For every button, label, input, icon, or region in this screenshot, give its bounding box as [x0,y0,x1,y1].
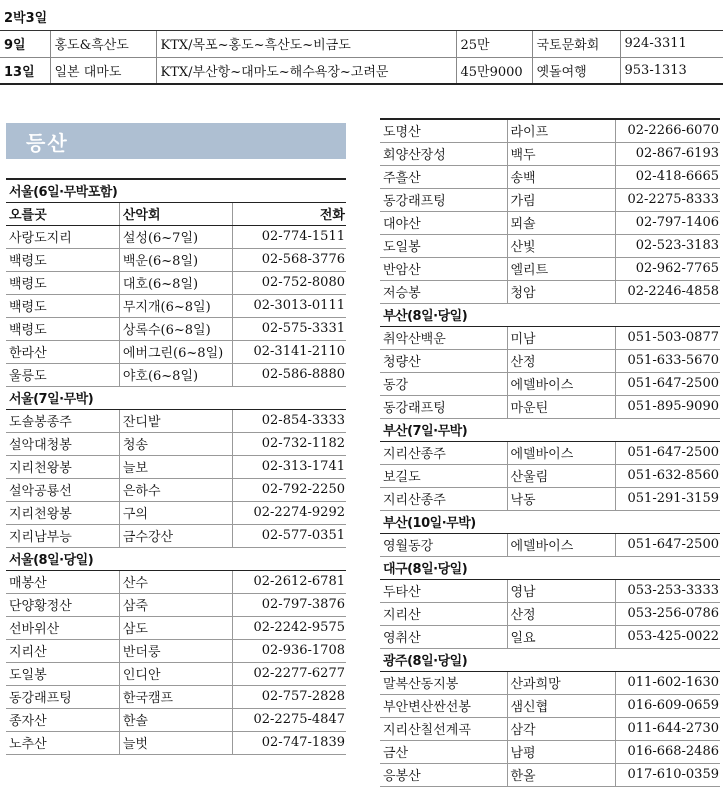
phone-number: 02-797-1406 [615,211,720,234]
region-label: 부산(10일·무박) [380,510,720,533]
club-name: 영남 [507,579,615,602]
table-row [380,441,720,464]
mountain-name: 대야산 [380,211,507,234]
table-row [6,271,346,294]
club-name: 일요 [507,625,615,648]
phone-number: 017-610-0359 [615,763,720,786]
club-name: 청송 [119,432,232,455]
club-name: 산과희망 [507,671,615,694]
club-name: 산빛 [507,234,615,257]
table-row [6,225,346,248]
mountain-name: 도솔봉종주 [6,409,119,432]
region-header-row [380,648,720,671]
table-row [6,662,346,685]
mountain-name: 동강래프팅 [380,395,507,418]
phone-number: 02-575-3331 [233,317,346,340]
phone-number: 051-647-2500 [615,372,720,395]
phone-number: 02-523-3183 [615,234,720,257]
club-name: 대호(6~8일) [119,271,232,294]
club-name: 샘신협 [507,694,615,717]
table-row [6,639,346,662]
phone-number: 02-757-2828 [233,685,346,708]
table-row [380,740,720,763]
trip-place: 홍도&흑산도 [50,30,156,57]
phone-number: 053-425-0022 [615,625,720,648]
region-label: 서울(8일·당일) [6,547,346,570]
club-name: 남평 [507,740,615,763]
table-row [380,487,720,510]
phone-number: 02-2242-9575 [233,616,346,639]
region-header-row [380,556,720,579]
table-row [380,165,720,188]
mountain-name: 영월동강 [380,533,507,556]
club-name: 에버그린(6~8일) [119,340,232,363]
mountain-name: 종자산 [6,708,119,731]
table-row [6,478,346,501]
phone-number: 02-2274-9292 [233,501,346,524]
club-name: 미남 [507,326,615,349]
mountain-name: 동강래프팅 [380,188,507,211]
club-name: 송백 [507,165,615,188]
mountain-name: 설악대청봉 [6,432,119,455]
club-name: 백두 [507,142,615,165]
club-name: 구의 [119,501,232,524]
mountain-name: 회양산장성 [380,142,507,165]
club-name: 상록수(6~8일) [119,317,232,340]
mountain-name: 지리산종주 [380,441,507,464]
mountain-name: 설악공룡선 [6,478,119,501]
table-row [380,372,720,395]
mountain-name: 단양황정산 [6,593,119,616]
club-name: 백운(6~8일) [119,248,232,271]
phone-number: 051-291-3159 [615,487,720,510]
table-row [380,602,720,625]
table-row [380,694,720,717]
travel-group-label: 2박3일 [0,4,723,30]
phone-number: 02-2275-4847 [233,708,346,731]
club-name: 삼도 [119,616,232,639]
mountain-name: 말복산동지봉 [380,671,507,694]
club-name: 늘벗 [119,731,232,754]
table-row [6,340,346,363]
phone-number: 011-644-2730 [615,717,720,740]
phone-number: 02-2246-4858 [615,280,720,303]
mountain-name: 도일봉 [380,234,507,257]
phone-number: 051-647-2500 [615,441,720,464]
mountain-name: 두타산 [380,579,507,602]
table-row [380,234,720,257]
phone-number: 051-895-9090 [615,395,720,418]
mountain-name: 지리산종주 [380,487,507,510]
travel-row [0,30,723,57]
table-row [6,409,346,432]
club-name: 엘리트 [507,257,615,280]
region-header-row [6,179,346,202]
club-name: 한국캠프 [119,685,232,708]
trip-day: 9일 [0,30,50,57]
mountain-name: 청량산 [380,349,507,372]
region-header-row [6,386,346,409]
mountain-name: 응봉산 [380,763,507,786]
region-label: 부산(8일·당일) [380,303,720,326]
phone-number: 02-752-8080 [233,271,346,294]
header-phone: 전화 [233,202,346,225]
phone-number: 02-3141-2110 [233,340,346,363]
table-row [380,349,720,372]
club-name: 낙동 [507,487,615,510]
club-name: 청암 [507,280,615,303]
phone-number: 051-633-5670 [615,349,720,372]
mountain-name: 금산 [380,740,507,763]
table-row [6,524,346,547]
region-label: 대구(8일·당일) [380,556,720,579]
region-header-row [6,547,346,570]
club-name: 한올 [507,763,615,786]
mountain-name: 도일봉 [6,662,119,685]
phone-number: 02-2612-6781 [233,570,346,593]
phone-number: 016-609-0659 [615,694,720,717]
mountain-name: 취악산백운 [380,326,507,349]
table-row [6,593,346,616]
club-name: 잔디밭 [119,409,232,432]
table-row [380,464,720,487]
club-name: 에델바이스 [507,372,615,395]
table-row [6,501,346,524]
phone-number: 053-253-3333 [615,579,720,602]
phone-number: 011-602-1630 [615,671,720,694]
mountain-name: 도명산 [380,119,507,142]
table-row [6,363,346,386]
mountain-name: 동강래프팅 [6,685,119,708]
travel-table [0,4,723,85]
mountain-name: 지리남부능 [6,524,119,547]
region-label: 광주(8일·당일) [380,648,720,671]
club-name: 금수강산 [119,524,232,547]
region-header-row [380,510,720,533]
table-row [6,248,346,271]
mountain-name: 선바위산 [6,616,119,639]
column-header-row [6,202,346,225]
travel-group-row [0,4,723,30]
trip-phone: 924-3311 [620,30,723,57]
club-name: 마운틴 [507,395,615,418]
region-header-row [380,418,720,441]
table-row [380,717,720,740]
phone-number: 02-418-6665 [615,165,720,188]
mountain-name: 주흘산 [380,165,507,188]
club-name: 가림 [507,188,615,211]
club-name: 은하수 [119,478,232,501]
mountain-name: 울릉도 [6,363,119,386]
mountain-name: 반암산 [380,257,507,280]
trip-agency: 옛돌여행 [532,57,620,84]
club-name: 산울림 [507,464,615,487]
section-banner [6,123,346,159]
table-row [380,211,720,234]
trip-route: KTX/목포~홍도~흑산도~비금도 [156,30,456,57]
section-title: 등산 [26,131,69,155]
table-row [380,326,720,349]
phone-number: 051-632-8560 [615,464,720,487]
mountain-name: 저승봉 [380,280,507,303]
hiking-column-right [380,118,720,787]
phone-number: 051-647-2500 [615,533,720,556]
phone-number: 02-797-3876 [233,593,346,616]
phone-number: 02-792-2250 [233,478,346,501]
phone-number: 051-503-0877 [615,326,720,349]
club-name: 늘보 [119,455,232,478]
club-name: 설성(6~7일) [119,225,232,248]
hiking-table-right [380,118,720,787]
table-row [380,579,720,602]
region-label: 부산(7일·무박) [380,418,720,441]
region-label: 서울(6일·무박포함) [6,179,346,202]
region-header-row [380,303,720,326]
mountain-name: 백령도 [6,317,119,340]
phone-number: 02-774-1511 [233,225,346,248]
mountain-name: 매봉산 [6,570,119,593]
mountain-name: 동강 [380,372,507,395]
table-row [380,188,720,211]
header-club: 산악회 [119,202,232,225]
club-name: 산정 [507,349,615,372]
mountain-name: 백령도 [6,294,119,317]
mountain-name: 한라산 [6,340,119,363]
mountain-name: 지리천왕봉 [6,501,119,524]
club-name: 라이프 [507,119,615,142]
phone-number: 02-732-1182 [233,432,346,455]
table-row [6,432,346,455]
club-name: 야호(6~8일) [119,363,232,386]
table-row [6,708,346,731]
mountain-name: 노추산 [6,731,119,754]
club-name: 에델바이스 [507,441,615,464]
mountain-name: 지리천왕봉 [6,455,119,478]
region-label: 서울(7일·무박) [6,386,346,409]
phone-number: 02-586-8880 [233,363,346,386]
table-row [380,763,720,786]
trip-phone: 953-1313 [620,57,723,84]
mountain-name: 지리산 [6,639,119,662]
table-row [6,616,346,639]
mountain-name: 영취산 [380,625,507,648]
trip-price: 25만 [456,30,532,57]
mountain-name: 보길도 [380,464,507,487]
travel-row [0,57,723,84]
mountain-name: 지리산 [380,602,507,625]
club-name: 뫼솔 [507,211,615,234]
phone-number: 016-668-2486 [615,740,720,763]
hiking-table-left [6,178,346,755]
club-name: 인디안 [119,662,232,685]
header-mountain: 오를곳 [6,202,119,225]
table-row [380,395,720,418]
table-row [380,280,720,303]
trip-place: 일본 대마도 [50,57,156,84]
club-name: 반더룽 [119,639,232,662]
mountain-name: 부안변산싼선봉 [380,694,507,717]
trip-day: 13일 [0,57,50,84]
table-row [380,671,720,694]
trip-price: 45만9000 [456,57,532,84]
table-row [6,294,346,317]
phone-number: 02-2275-8333 [615,188,720,211]
table-row [6,685,346,708]
phone-number: 053-256-0786 [615,602,720,625]
table-row [380,257,720,280]
table-row [380,533,720,556]
table-row [6,317,346,340]
club-name: 에델바이스 [507,533,615,556]
table-row [6,570,346,593]
mountain-name: 백령도 [6,271,119,294]
table-row [380,119,720,142]
hiking-column-left [6,178,346,755]
table-row [380,625,720,648]
phone-number: 02-867-6193 [615,142,720,165]
phone-number: 02-568-3776 [233,248,346,271]
table-row [6,455,346,478]
phone-number: 02-854-3333 [233,409,346,432]
table-row [6,731,346,754]
club-name: 무지개(6~8일) [119,294,232,317]
phone-number: 02-2266-6070 [615,119,720,142]
club-name: 산수 [119,570,232,593]
table-row [380,142,720,165]
phone-number: 02-313-1741 [233,455,346,478]
mountain-name: 지리산칠선계곡 [380,717,507,740]
phone-number: 02-747-1839 [233,731,346,754]
phone-number: 02-962-7765 [615,257,720,280]
trip-route: KTX/부산항~대마도~해수욕장~고려문 [156,57,456,84]
mountain-name: 백령도 [6,248,119,271]
club-name: 산정 [507,602,615,625]
phone-number: 02-577-0351 [233,524,346,547]
mountain-name: 사랑도지리 [6,225,119,248]
phone-number: 02-2277-6277 [233,662,346,685]
trip-agency: 국토문화회 [532,30,620,57]
club-name: 삼죽 [119,593,232,616]
club-name: 한솔 [119,708,232,731]
phone-number: 02-936-1708 [233,639,346,662]
club-name: 삼각 [507,717,615,740]
phone-number: 02-3013-0111 [233,294,346,317]
